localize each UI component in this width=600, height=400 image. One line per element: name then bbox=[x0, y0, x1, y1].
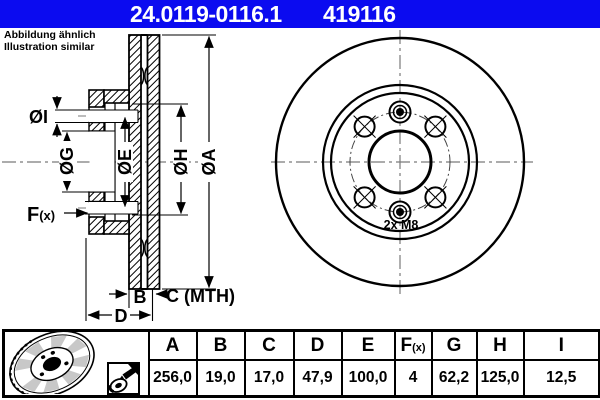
bolt-hole bbox=[354, 186, 376, 208]
hat-web-top bbox=[89, 123, 104, 132]
value-D: 47,9 bbox=[294, 360, 342, 397]
label-dia-G: ØG bbox=[57, 146, 77, 176]
label-F: F(x) bbox=[27, 204, 56, 226]
spec-table-area bbox=[2, 329, 598, 397]
col-header-D: D bbox=[294, 331, 342, 361]
value-E: 100,0 bbox=[342, 360, 395, 397]
section-view bbox=[2, 35, 235, 326]
part-number: 24.0119-0116.1 bbox=[130, 1, 282, 27]
col-header-G: G bbox=[432, 331, 477, 361]
col-header-C: C bbox=[245, 331, 294, 361]
label-dia-H: ØH bbox=[171, 148, 191, 176]
hat-lip-bottom bbox=[89, 217, 104, 234]
bolt-hole bbox=[424, 116, 446, 138]
bolt-hole bbox=[424, 186, 446, 208]
value-H: 125,0 bbox=[477, 360, 524, 397]
value-A: 256,0 bbox=[149, 360, 197, 397]
bolt-hole bbox=[354, 116, 376, 138]
front-view bbox=[271, 30, 533, 296]
hat-lip-top bbox=[89, 90, 104, 107]
label-B: B bbox=[133, 287, 147, 307]
label-dia-I: ØI bbox=[29, 107, 49, 127]
col-header-B: B bbox=[197, 331, 245, 361]
col-header-A: A bbox=[149, 331, 197, 361]
hat-band-bottom bbox=[104, 221, 129, 234]
value-B: 19,0 bbox=[197, 360, 245, 397]
inboard-plate bbox=[148, 35, 160, 289]
disc-perspective-illustration bbox=[4, 332, 104, 394]
hat-web-bottom bbox=[89, 192, 104, 202]
label-C-MTH: C (MTH) bbox=[166, 286, 235, 306]
reference-number: 419116 bbox=[323, 1, 396, 27]
value-F: 4 bbox=[395, 360, 432, 397]
label-dia-E: ØE bbox=[115, 148, 135, 176]
col-header-H: H bbox=[477, 331, 524, 361]
measuring-pictogram bbox=[107, 362, 140, 395]
value-C: 17,0 bbox=[245, 360, 294, 397]
note-line-en: Illustration similar bbox=[4, 40, 95, 53]
hat-band-top bbox=[104, 90, 129, 103]
label-D: D bbox=[114, 306, 128, 326]
col-header-I: I bbox=[524, 331, 600, 361]
col-header-F: F(x) bbox=[395, 331, 432, 361]
label-dia-A: ØA bbox=[199, 148, 219, 176]
col-header-E: E bbox=[342, 331, 395, 361]
label-thread: 2x M8 bbox=[383, 218, 419, 232]
note-line-de: Abbildung ähnlich bbox=[4, 29, 96, 41]
value-G: 62,2 bbox=[432, 360, 477, 397]
m8-thread-hole-top bbox=[390, 102, 411, 123]
value-I: 12,5 bbox=[524, 360, 600, 397]
